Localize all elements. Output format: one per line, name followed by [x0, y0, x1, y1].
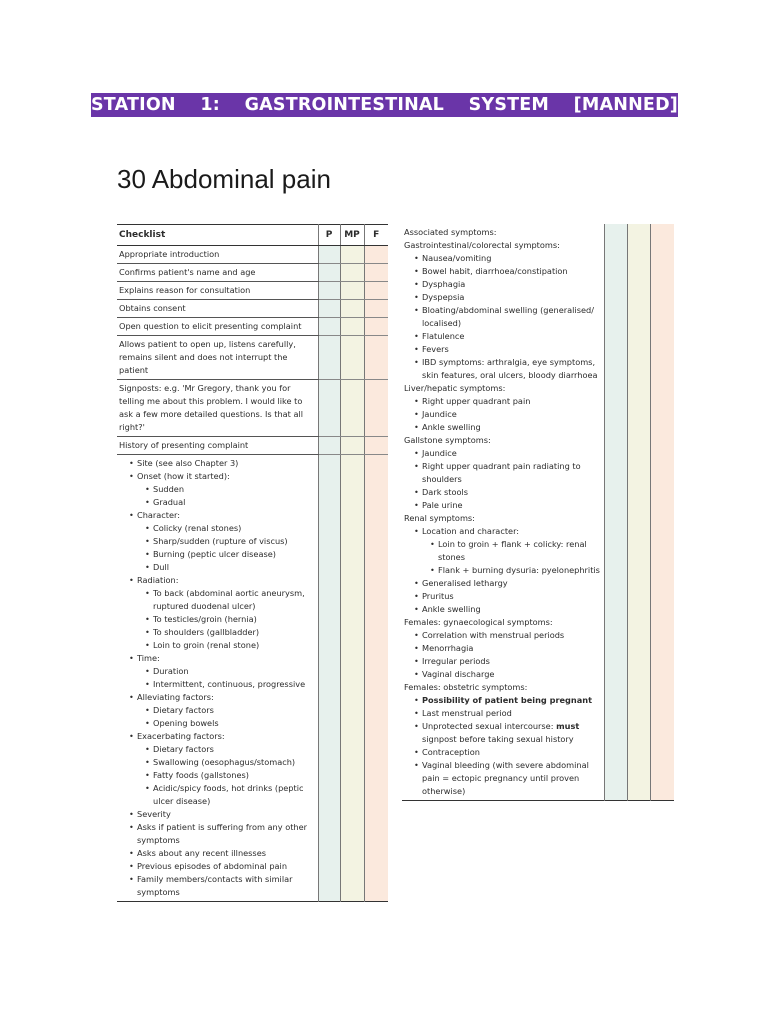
list-item: • Jaundice [414, 408, 602, 421]
mp-cell[interactable] [340, 246, 364, 264]
mp-cell[interactable] [340, 455, 364, 902]
list-item [129, 509, 316, 574]
list-item: • Ankle swelling [414, 421, 602, 434]
banner-word: STATION [91, 95, 176, 115]
list-item: • Sharp/sudden (rupture of viscus) [145, 535, 316, 548]
list-item: • Pale urine [414, 499, 602, 512]
f-cell[interactable] [364, 336, 388, 380]
checklist-item: Obtains consent [117, 300, 318, 318]
list-item: • Sudden [145, 483, 316, 496]
list-item [129, 691, 316, 730]
list-item: • Ankle swelling [414, 603, 602, 616]
checklist-item: Appropriate introduction [117, 246, 318, 264]
table-row [117, 282, 388, 300]
list-item: • Dietary factors [145, 743, 316, 756]
f-cell[interactable] [364, 264, 388, 282]
list-item: • To shoulders (gallbladder) [145, 626, 316, 639]
table-row [117, 264, 388, 282]
list-item: • Dysphagia [414, 278, 602, 291]
table-row [402, 224, 674, 801]
f-cell[interactable] [364, 246, 388, 264]
checklist-item: Explains reason for consultation [117, 282, 318, 300]
list-item: • Acidic/spicy foods, hot drinks (peptic ulcer disease) [145, 782, 316, 808]
list-item [129, 730, 316, 808]
list-heading: Exacerbating factors: [137, 731, 225, 741]
list-item: • Vaginal bleeding (with severe abdominal pain = ectopic pregnancy until proven otherwise) [414, 759, 602, 798]
list-item: • Dyspepsia [414, 291, 602, 304]
section-heading: Liver/hepatic symptoms: [404, 383, 506, 393]
list-item: • Duration [145, 665, 316, 678]
section-heading: Renal symptoms: [404, 513, 475, 523]
list-item: • Fevers [414, 343, 602, 356]
p-cell[interactable] [318, 264, 340, 282]
p-cell[interactable] [318, 455, 340, 902]
f-cell[interactable] [364, 318, 388, 336]
p-header: P [318, 225, 340, 246]
list-item: • Generalised lethargy [414, 577, 602, 590]
mp-cell[interactable] [340, 300, 364, 318]
banner-word: 1: [200, 95, 220, 115]
list-text: Unprotected sexual intercourse: [422, 721, 557, 731]
checklist-item: History of presenting complaint [117, 437, 318, 455]
list-item [129, 470, 316, 509]
list-heading: Radiation: [137, 575, 179, 585]
p-cell[interactable] [318, 380, 340, 437]
list-item: • Colicky (renal stones) [145, 522, 316, 535]
list-item: • Site (see also Chapter 3) [129, 457, 316, 470]
checklist-item: Signposts: e.g. 'Mr Gregory, thank you for telling me about this problem. I would like to ask a few more detailed questions. Is that all right?' [117, 380, 318, 437]
list-item: • Loin to groin (renal stone) [145, 639, 316, 652]
section-heading: Females: gynaecological symptoms: [404, 617, 553, 627]
list-heading: Onset (how it started): [137, 471, 230, 481]
table-row [117, 246, 388, 264]
mp-cell[interactable] [340, 336, 364, 380]
banner-word: SYSTEM [468, 95, 550, 115]
list-item: • Bowel habit, diarrhoea/constipation [414, 265, 602, 278]
f-cell[interactable] [364, 300, 388, 318]
list-item: • Right upper quadrant pain [414, 395, 602, 408]
list-item: • Jaundice [414, 447, 602, 460]
list-heading: Alleviating factors: [137, 692, 214, 702]
list-item: • Dark stools [414, 486, 602, 499]
p-cell[interactable] [604, 224, 627, 801]
section-heading: Gastrointestinal/colorectal symptoms: [404, 240, 560, 250]
list-item: • Opening bowels [145, 717, 316, 730]
f-cell[interactable] [364, 282, 388, 300]
list-item: • Asks if patient is suffering from any other symptoms [129, 821, 316, 847]
list-item: • Dull [145, 561, 316, 574]
list-item: • Intermittent, continuous, progressive [145, 678, 316, 691]
list-item: • Last menstrual period [414, 707, 602, 720]
list-item: • To back (abdominal aortic aneurysm, ruptured duodenal ulcer) [145, 587, 316, 613]
checklist-table-right [402, 224, 674, 801]
mp-cell[interactable] [340, 437, 364, 455]
f-header: F [364, 225, 388, 246]
list-item: • Contraception [414, 746, 602, 759]
list-item [414, 694, 602, 707]
associated-symptoms-cell [402, 224, 604, 801]
mp-cell[interactable] [340, 264, 364, 282]
section-heading: Associated symptoms: [404, 227, 497, 237]
table-row [117, 380, 388, 437]
table-header-row [117, 225, 388, 246]
station-banner [91, 93, 678, 117]
list-item: • Vaginal discharge [414, 668, 602, 681]
section-heading: Females: obstetric symptoms: [404, 682, 528, 692]
checklist-table-left [117, 224, 388, 902]
list-item: • Pruritus [414, 590, 602, 603]
list-item: • Bloating/abdominal swelling (generalised/ localised) [414, 304, 602, 330]
mp-header: MP [340, 225, 364, 246]
checklist-header: Checklist [117, 225, 318, 246]
table-row [117, 455, 388, 902]
mp-cell[interactable] [340, 380, 364, 437]
list-item: • Flatulence [414, 330, 602, 343]
table-row [117, 336, 388, 380]
list-item: • Fatty foods (gallstones) [145, 769, 316, 782]
table-row [117, 300, 388, 318]
list-item: • Gradual [145, 496, 316, 509]
list-item: • Dietary factors [145, 704, 316, 717]
list-item: • To testicles/groin (hernia) [145, 613, 316, 626]
list-text: signpost before taking sexual history [422, 734, 574, 744]
section-heading: Gallstone symptoms: [404, 435, 491, 445]
list-item: • Menorrhagia [414, 642, 602, 655]
mp-cell[interactable] [340, 282, 364, 300]
list-item: • Loin to groin + flank + colicky: renal stones [430, 538, 602, 564]
list-item: • Irregular periods [414, 655, 602, 668]
banner-word: GASTROINTESTINAL [244, 95, 445, 115]
list-item: • Burning (peptic ulcer disease) [145, 548, 316, 561]
p-cell[interactable] [318, 282, 340, 300]
checklist-item: Open question to elicit presenting complaint [117, 318, 318, 336]
p-cell[interactable] [318, 300, 340, 318]
hpc-list-cell [117, 455, 318, 902]
p-cell[interactable] [318, 437, 340, 455]
f-cell[interactable] [364, 455, 388, 902]
f-cell[interactable] [364, 380, 388, 437]
list-heading: Time: [137, 653, 160, 663]
list-item [129, 574, 316, 652]
p-cell[interactable] [318, 318, 340, 336]
list-item: • Flank + burning dysuria: pyelonephritis [430, 564, 602, 577]
emphasis-text: Possibility of patient being pregnant [422, 695, 593, 705]
list-item: • Previous episodes of abdominal pain [129, 860, 316, 873]
list-item: • Severity [129, 808, 316, 821]
table-row [117, 318, 388, 336]
list-item: • Asks about any recent illnesses [129, 847, 316, 860]
checklist-item: Allows patient to open up, listens carefully, remains silent and does not interrupt the patient [117, 336, 318, 380]
f-cell[interactable] [650, 224, 674, 801]
list-item [414, 720, 602, 746]
list-item [414, 525, 602, 577]
list-item: • Nausea/vomiting [414, 252, 602, 265]
list-item: • IBD symptoms: arthralgia, eye symptoms, skin features, oral ulcers, bloody diarrhoea [414, 356, 602, 382]
page-title: 30 Abdominal pain [117, 164, 331, 194]
list-heading: Location and character: [422, 526, 520, 536]
banner-word: [MANNED] [573, 95, 678, 115]
table-row [117, 437, 388, 455]
list-item: • Family members/contacts with similar symptoms [129, 873, 316, 899]
checklist-item: Confirms patient's name and age [117, 264, 318, 282]
p-cell[interactable] [318, 246, 340, 264]
list-item: • Right upper quadrant pain radiating to shoulders [414, 460, 602, 486]
f-cell[interactable] [364, 437, 388, 455]
list-heading: Character: [137, 510, 181, 520]
list-item [129, 652, 316, 691]
mp-cell[interactable] [340, 318, 364, 336]
emphasis-text: must [556, 721, 580, 731]
p-cell[interactable] [318, 336, 340, 380]
list-item: • Swallowing (oesophagus/stomach) [145, 756, 316, 769]
list-item: • Correlation with menstrual periods [414, 629, 602, 642]
mp-cell[interactable] [627, 224, 650, 801]
